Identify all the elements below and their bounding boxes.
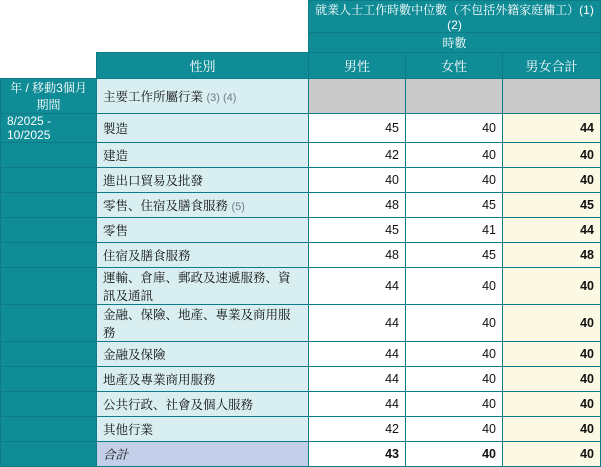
row-value-female: 40 <box>406 143 503 168</box>
column-header-female: 女性 <box>406 53 503 79</box>
row-value-male: 42 <box>309 417 406 442</box>
row-value-total: 40 <box>503 143 601 168</box>
table-row <box>1 243 601 268</box>
table-title: 就業人士工作時數中位數（不包括外籍家庭傭工）(1) (2) <box>309 1 601 33</box>
row-value-female: 45 <box>406 193 503 218</box>
row-value-total: 44 <box>503 114 601 143</box>
row-value-male: 44 <box>309 367 406 392</box>
row-label-cell <box>97 193 309 218</box>
category-row-industry <box>1 79 601 114</box>
row-value-total: 40 <box>503 367 601 392</box>
row-value-total: 48 <box>503 243 601 268</box>
row-value-total: 40 <box>503 342 601 367</box>
period-filler <box>1 392 97 417</box>
total-row-female: 40 <box>406 442 503 467</box>
row-value-male: 45 <box>309 218 406 243</box>
row-note: (5) <box>231 201 245 213</box>
period-filler <box>1 193 97 218</box>
period-filler <box>1 243 97 268</box>
table-header-title-row <box>1 1 601 33</box>
colhead-spacer-left <box>1 53 97 79</box>
table-row <box>1 342 601 367</box>
period-filler <box>1 417 97 442</box>
table-row <box>1 218 601 243</box>
category-total-blank <box>503 79 601 114</box>
row-value-female: 40 <box>406 305 503 342</box>
row-value-male: 44 <box>309 305 406 342</box>
period-filler <box>1 442 97 467</box>
table-row <box>1 114 601 143</box>
unit-spacer-left <box>1 33 97 53</box>
row-value-female: 45 <box>406 243 503 268</box>
total-row-male: 43 <box>309 442 406 467</box>
table-row <box>1 367 601 392</box>
category-note: (3) (4) <box>206 92 237 104</box>
row-value-male: 42 <box>309 143 406 168</box>
category-label-cell <box>97 79 309 114</box>
row-label: 進出口貿易及批發 <box>97 168 309 193</box>
row-value-total: 40 <box>503 168 601 193</box>
row-value-female: 40 <box>406 417 503 442</box>
table-row-total <box>1 442 601 467</box>
row-label: 製造 <box>97 114 309 143</box>
row-value-female: 40 <box>406 168 503 193</box>
row-value-female: 41 <box>406 218 503 243</box>
row-value-male: 44 <box>309 268 406 305</box>
period-filler <box>1 342 97 367</box>
table-row <box>1 168 601 193</box>
total-row-both: 40 <box>503 442 601 467</box>
table-row <box>1 392 601 417</box>
row-label: 建造 <box>97 143 309 168</box>
row-label: 地產及專業商用服務 <box>97 367 309 392</box>
period-filler <box>1 367 97 392</box>
header-spacer-label <box>97 1 309 33</box>
period-filler <box>1 218 97 243</box>
period-filler <box>1 305 97 342</box>
row-value-male: 48 <box>309 193 406 218</box>
table-row <box>1 193 601 218</box>
table-column-header-row <box>1 53 601 79</box>
row-value-total: 40 <box>503 417 601 442</box>
table-row <box>1 143 601 168</box>
row-label: 金融、保險、地產、專業及商用服務 <box>97 305 309 342</box>
row-label: 運輸、倉庫、郵政及速遞服務、資訊及通訊 <box>97 268 309 305</box>
row-value-total: 40 <box>503 305 601 342</box>
row-value-male: 40 <box>309 168 406 193</box>
period-filler <box>1 143 97 168</box>
period-value: 8/2025 - 10/2025 <box>1 114 97 143</box>
period-header-label: 年 / 移動3個月期間 <box>1 79 97 114</box>
row-value-total: 44 <box>503 218 601 243</box>
row-value-female: 40 <box>406 342 503 367</box>
row-label: 金融及保險 <box>97 342 309 367</box>
row-value-female: 40 <box>406 367 503 392</box>
row-value-total: 40 <box>503 268 601 305</box>
row-label: 住宿及膳食服務 <box>97 243 309 268</box>
header-spacer-left <box>1 1 97 33</box>
row-value-male: 45 <box>309 114 406 143</box>
row-label: 零售、住宿及膳食服務 <box>103 199 229 213</box>
total-row-label: 合計 <box>97 442 309 467</box>
row-value-total: 40 <box>503 392 601 417</box>
row-value-female: 40 <box>406 268 503 305</box>
table-row <box>1 305 601 342</box>
column-header-male: 男性 <box>309 53 406 79</box>
table-unit: 時數 <box>309 33 601 53</box>
row-value-female: 40 <box>406 114 503 143</box>
category-label: 主要工作所屬行業 <box>103 90 204 104</box>
row-value-total: 45 <box>503 193 601 218</box>
category-female-blank <box>406 79 503 114</box>
row-label: 其他行業 <box>97 417 309 442</box>
row-label: 零售 <box>97 218 309 243</box>
row-value-male: 44 <box>309 342 406 367</box>
category-male-blank <box>309 79 406 114</box>
row-value-female: 40 <box>406 392 503 417</box>
table-header-unit-row <box>1 33 601 53</box>
period-filler <box>1 168 97 193</box>
table-row <box>1 417 601 442</box>
table-row <box>1 268 601 305</box>
row-value-male: 44 <box>309 392 406 417</box>
period-filler <box>1 268 97 305</box>
column-header-both: 男女合計 <box>503 53 601 79</box>
row-value-male: 48 <box>309 243 406 268</box>
unit-spacer-label <box>97 33 309 53</box>
row-label: 公共行政、社會及個人服務 <box>97 392 309 417</box>
column-header-gender: 性別 <box>97 53 309 79</box>
